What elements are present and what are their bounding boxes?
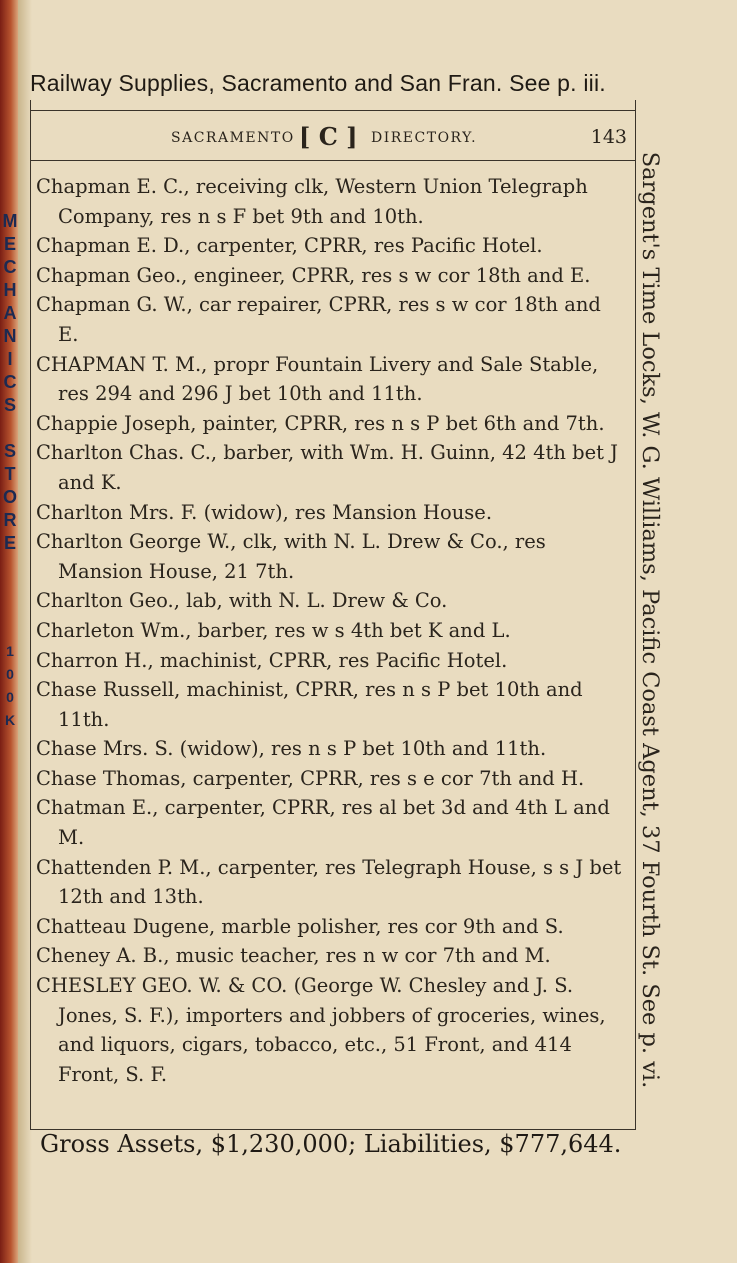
directory-entry: CHESLEY GEO. W. & CO. (George W. Chesley and J. S. Jones, S. F.), importers and jobbers of groceries, wines, and liquors, cigars, tobacco, etc., 51 Front, and 414 Front, S. F. [36,974,606,1086]
directory-entry: Charlton Geo., lab, with N. L. Drew & Co. [36,589,448,613]
directory-entry: Chatteau Dugene, marble polisher, res cor 9th and S. [36,914,564,938]
book-spine [0,0,18,1263]
left-ad-letter: M [2,211,18,231]
directory-entry: Chase Mrs. S. (widow), res n s P bet 10th and 11th. [36,737,547,761]
directory-entry: Chase Russell, machinist, CPRR, res n s P bet 10th and 11th. [36,678,583,731]
page-header [31,122,635,158]
header-letter: [ C ] [299,122,358,151]
header-city: SACRAMENTO [171,130,295,146]
left-ad-tail-char: 0 [6,666,14,682]
left-ad-letter [2,417,18,440]
directory-entry: Chatman E., carpenter, CPRR, res al bet 3d and 4th L and M. [36,796,610,850]
left-ad-tail-char: 1 [6,643,14,659]
directory-entry: Chapman Geo., engineer, CPRR, res s w cor 18th and E. [36,263,591,287]
directory-entries [36,172,626,1089]
left-ad-tail-char: 0 [6,689,14,705]
directory-entry: Charron H., machinist, CPRR, res Pacific Hotel. [36,648,508,672]
top-advertisement: Railway Supplies, Sacramento and San Fran. See p. iii. [30,70,606,96]
left-ad-letter: R [3,510,17,530]
left-margin-advertisement [2,210,18,555]
left-margin-advertisement-tail [2,640,18,732]
page-number: 143 [590,126,627,148]
left-ad-letter: O [2,487,17,507]
directory-entry: Charleton Wm., barber, res w s 4th bet K and L. [36,618,511,642]
top-rule [31,110,635,111]
left-ad-letter: H [3,280,17,300]
directory-entry: Chapman G. W., car repairer, CPRR, res s w cor 18th and E. [36,293,601,346]
directory-entry: CHAPMAN T. M., propr Fountain Livery and Sale Stable, res 294 and 296 J bet 10th and 11th. [36,352,599,406]
header-title: DIRECTORY. [371,130,478,146]
directory-entry: Charlton George W., clk, with N. L. Drew & Co., res Mansion House, 21 7th. [36,530,546,583]
bottom-advertisement: Gross Assets, $1,230,000; Liabilities, $777,644. [40,1130,622,1158]
directory-entry: Charlton Mrs. F. (widow), res Mansion House. [36,500,493,524]
directory-entry: Chapman E. D., carpenter, CPRR, res Pacific Hotel. [36,234,543,258]
left-ad-letter: N [3,326,17,346]
left-ad-letter: I [7,349,13,369]
directory-entry: Chase Thomas, carpenter, CPRR, res s e cor 7th and H. [36,766,585,790]
directory-entry: Cheney A. B., music teacher, res n w cor 7th and M. [36,944,551,968]
left-ad-letter: E [3,533,16,553]
header-rule [31,160,635,161]
directory-entry: Charlton Chas. C., barber, with Wm. H. Guinn, 42 4th bet J and K. [36,441,618,494]
left-ad-letter: C [3,257,17,277]
left-ad-letter: S [3,441,16,461]
left-ad-letter: C [3,372,17,392]
right-margin-advertisement: Sargent's Time Locks, W. G. Williams, Pacific Coast Agent, 37 Fourth St. See p. vi. [637,151,663,1089]
directory-entry: Chapman E. C., receiving clk, Western Union Telegraph Company, res n s F bet 9th and 10th. [36,175,588,228]
directory-entry: Chappie Joseph, painter, CPRR, res n s P bet 6th and 7th. [36,411,605,435]
left-ad-letter: E [3,234,16,254]
directory-entry: Chattenden P. M., carpenter, res Telegraph House, s s J bet 12th and 13th. [36,855,622,909]
left-ad-letter: A [3,303,17,323]
left-ad-tail-char: K [4,712,16,728]
left-ad-letter: S [3,395,16,415]
left-ad-letter: T [4,464,16,484]
